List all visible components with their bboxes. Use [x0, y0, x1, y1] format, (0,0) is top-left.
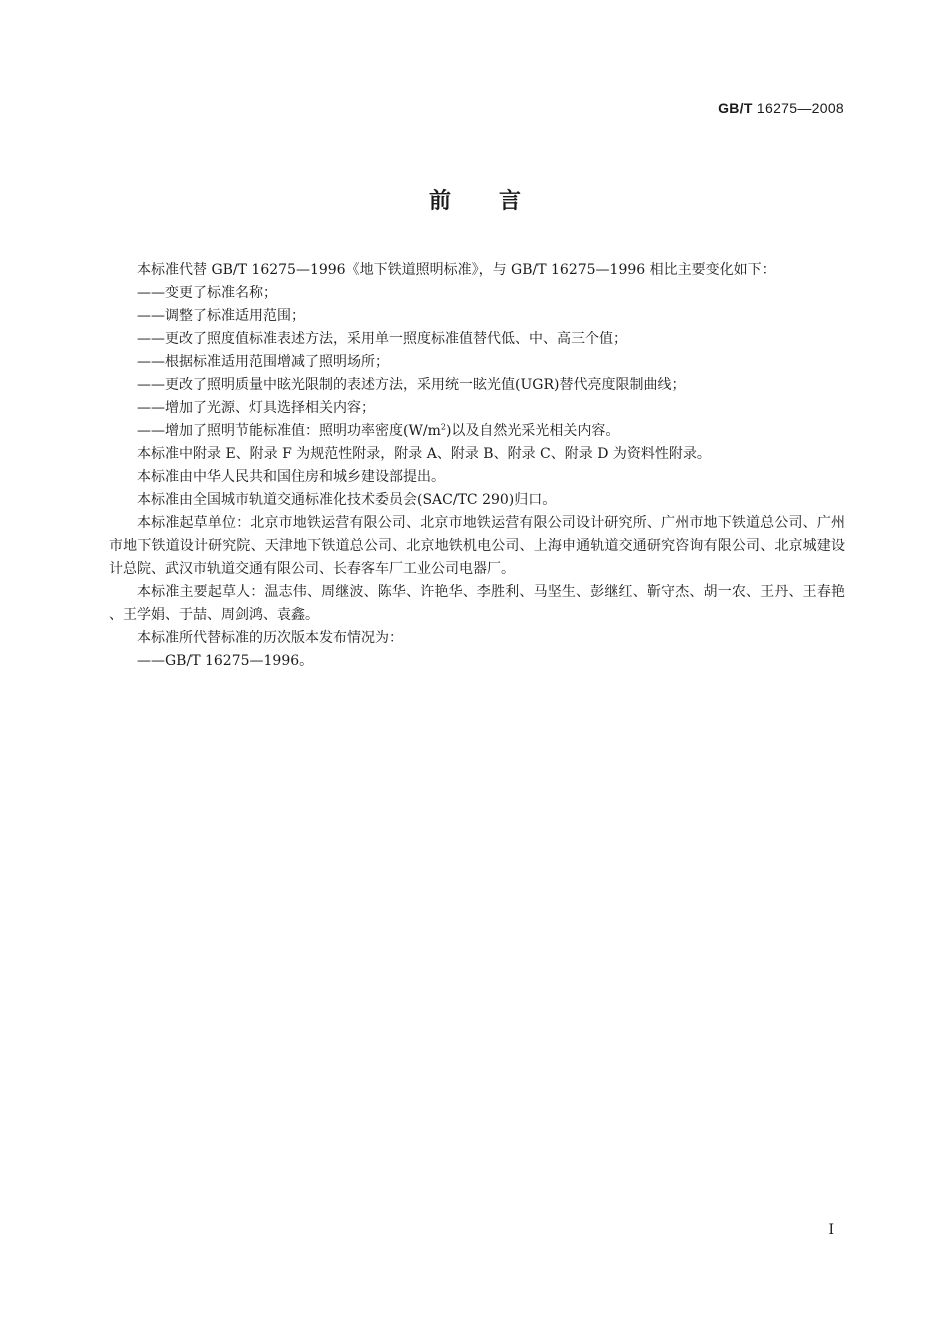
- change-item: ——增加了光源、灯具选择相关内容；: [137, 400, 375, 416]
- change-item: ——更改了照明质量中眩光限制的表述方法，采用统一眩光值(UGR)替代亮度限制曲线；: [137, 377, 686, 393]
- standard-code: [718, 100, 844, 116]
- intro-paragraph: 本标准代替 GB/T 16275—1996《地下铁道照明标准》，与 GB/T 16275—1996 相比主要变化如下：: [137, 262, 776, 278]
- superscript: 2: [440, 422, 446, 432]
- standard-code-number: 16275—2008: [756, 100, 844, 116]
- foreword-body: [109, 259, 845, 673]
- change-item-text: )以及自然光采光相关内容。: [445, 423, 620, 439]
- proposer-paragraph: 本标准由中华人民共和国住房和城乡建设部提出。: [137, 469, 445, 485]
- history-item: ——GB/T 16275—1996。: [137, 653, 314, 669]
- page-title: 前言: [428, 189, 569, 214]
- appendix-paragraph: 本标准中附录 E、附录 F 为规范性附录，附录 A、附录 B、附录 C、附录 D 为资料性附录。: [137, 446, 711, 462]
- change-item: ——调整了标准适用范围；: [137, 308, 305, 324]
- drafters-paragraph: 本标准主要起草人：温志伟、周继波、陈华、许艳华、李胜利、马坚生、彭继红、靳守杰、胡一农、王丹、王春艳 、王学娟、于喆、周剑鸿、袁鑫。: [109, 584, 845, 623]
- change-item: ——变更了标准名称；: [137, 285, 277, 301]
- drafting-units-paragraph: 本标准起草单位：北京市地铁运营有限公司、北京市地铁运营有限公司设计研究所、广州市地下铁道总公司、广州市地下铁道设计研究院、天津地下铁道总公司、北京地铁机电公司、上海申通轨道交通研究咨询有限公司、北京城建设计总院、武汉市轨道交通有限公司、长春客车厂工业公司电器厂。: [109, 515, 845, 577]
- change-item: ——更改了照度值标准表述方法，采用单一照度标准值替代低、中、高三个值；: [137, 331, 627, 347]
- change-item: [109, 420, 845, 443]
- history-paragraph: 本标准所代替标准的历次版本发布情况为：: [137, 630, 403, 646]
- standard-code-prefix: GB/T: [718, 100, 753, 116]
- committee-paragraph: 本标准由全国城市轨道交通标准化技术委员会(SAC/TC 290)归口。: [137, 492, 557, 508]
- change-item: ——根据标准适用范围增减了照明场所；: [137, 354, 389, 370]
- page-number: I: [828, 1222, 834, 1238]
- change-item-text: ——增加了照明节能标准值：照明功率密度(W/m: [137, 423, 441, 439]
